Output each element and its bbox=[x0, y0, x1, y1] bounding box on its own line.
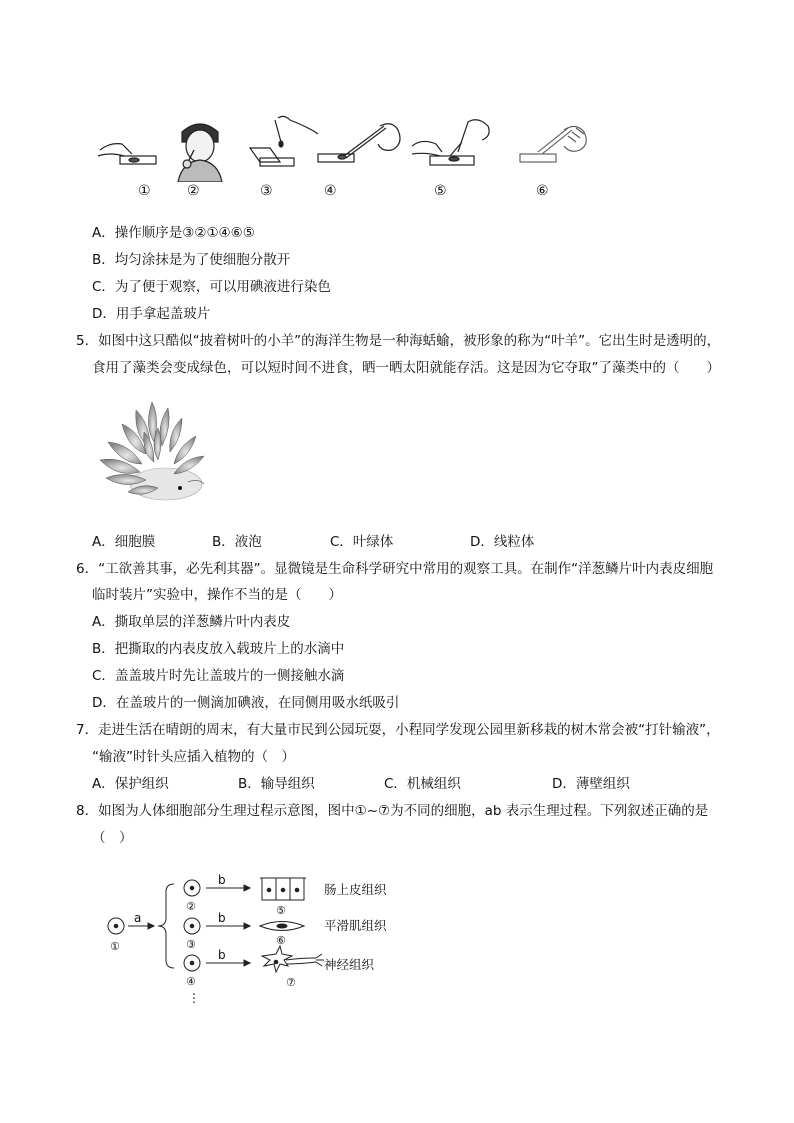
label-b-3: b bbox=[218, 948, 226, 962]
leaf-sheep-image bbox=[92, 392, 218, 512]
label-cell-4: ④ bbox=[186, 975, 196, 988]
label-b-1: b bbox=[218, 873, 226, 887]
q5-option-d: D．线粒体 bbox=[470, 534, 535, 550]
q6-question-line1: 6．“工欲善其事，必先利其器”。显微镜是生命科学研究中常用的观察工具。在制作“洋葱鳞片叶内表皮细胞 bbox=[76, 561, 714, 577]
step-label-1: ① bbox=[138, 183, 151, 199]
q7-option-d: D．薄壁组织 bbox=[552, 776, 630, 792]
step-label-2: ② bbox=[187, 183, 200, 199]
q4-option-b: B．均匀涂抹是为了使细胞分散开 bbox=[92, 252, 291, 268]
q5-option-b: B．液泡 bbox=[212, 534, 262, 550]
label-nervous-tissue: 神经组织 bbox=[324, 957, 375, 972]
q7-option-b: B．输导组织 bbox=[238, 776, 315, 792]
q6-option-c: C．盖盖玻片时先让盖玻片的一侧接触水滴 bbox=[92, 668, 345, 684]
step1-illustration bbox=[98, 144, 156, 164]
label-a: a bbox=[134, 911, 142, 925]
step-label-5: ⑤ bbox=[434, 183, 447, 199]
q7-option-a: A．保护组织 bbox=[92, 776, 169, 792]
step-label-3: ③ bbox=[260, 183, 273, 199]
q6-question-line2: 临时装片”实验中，操作不当的是（ ） bbox=[92, 587, 342, 603]
q6-option-d: D．在盖玻片的一侧滴加碘液，在同侧用吸水纸吸引 bbox=[92, 695, 400, 711]
label-ellipsis: ⋮ bbox=[188, 991, 200, 1005]
step-label-4: ④ bbox=[324, 183, 337, 199]
cell-differentiation-diagram bbox=[100, 870, 420, 1010]
label-b-2: b bbox=[218, 911, 226, 925]
step3-illustration bbox=[250, 116, 318, 166]
q4-option-a: A．操作顺序是③②①④⑥⑤ bbox=[92, 225, 255, 241]
step4-illustration bbox=[318, 124, 400, 162]
q4-option-d: D．用手拿起盖玻片 bbox=[92, 306, 211, 322]
neuron-cell bbox=[262, 946, 324, 972]
label-cell-7: ⑦ bbox=[286, 976, 296, 989]
step5-illustration bbox=[412, 120, 489, 165]
q6-option-a: A．撕取单层的洋葱鳞片叶内表皮 bbox=[92, 614, 291, 630]
label-intestinal-epithelium: 肠上皮组织 bbox=[324, 882, 387, 897]
label-cell-1: ① bbox=[110, 940, 120, 953]
q5-option-a: A．细胞膜 bbox=[92, 534, 156, 550]
q7-option-c: C．机械组织 bbox=[384, 776, 461, 792]
label-cell-5: ⑤ bbox=[276, 904, 286, 917]
step6-illustration bbox=[520, 126, 586, 162]
q6-option-b: B．把撕取的内表皮放入载玻片上的水滴中 bbox=[92, 641, 345, 657]
q5-option-c: C．叶绿体 bbox=[330, 534, 394, 550]
label-smooth-muscle: 平滑肌组织 bbox=[324, 918, 387, 933]
step-label-6: ⑥ bbox=[536, 183, 549, 199]
q7-question-line2: “输液”时针头应插入植物的（ ） bbox=[92, 749, 295, 765]
step2-illustration bbox=[178, 124, 222, 182]
smooth-muscle-cell bbox=[260, 922, 304, 931]
q8-question-line1: 8．如图为人体细胞部分生理过程示意图，图中①~⑦为不同的细胞，ab 表示生理过程。下列叙述正确的是 bbox=[76, 803, 709, 819]
q8-question-line2: （ ） bbox=[92, 830, 133, 846]
q7-question-line1: 7．走进生活在晴朗的周末，有大量市民到公园玩耍，小程同学发现公园里新移栽的树木常会被“打针输液”， bbox=[76, 722, 720, 738]
q4-option-c: C．为了便于观察，可以用碘液进行染色 bbox=[92, 279, 331, 295]
q5-question-line2: 食用了藻类会变成绿色，可以短时间不进食，晒一晒太阳就能存活。这是因为它夺取”了藻类中的（ ） bbox=[92, 360, 720, 376]
epithelium-cells bbox=[260, 878, 306, 900]
q4-step-illustrations bbox=[90, 112, 610, 182]
label-cell-6: ⑥ bbox=[276, 934, 286, 947]
q5-question-line1: 5．如图中这只酷似“披着树叶的小羊”的海洋生物是一种海蛞蝓，被形象的称为“叶羊”。它出生时是透明的， bbox=[76, 333, 721, 349]
brace bbox=[158, 884, 174, 968]
label-cell-3: ③ bbox=[186, 938, 196, 951]
label-cell-2: ② bbox=[186, 900, 196, 913]
